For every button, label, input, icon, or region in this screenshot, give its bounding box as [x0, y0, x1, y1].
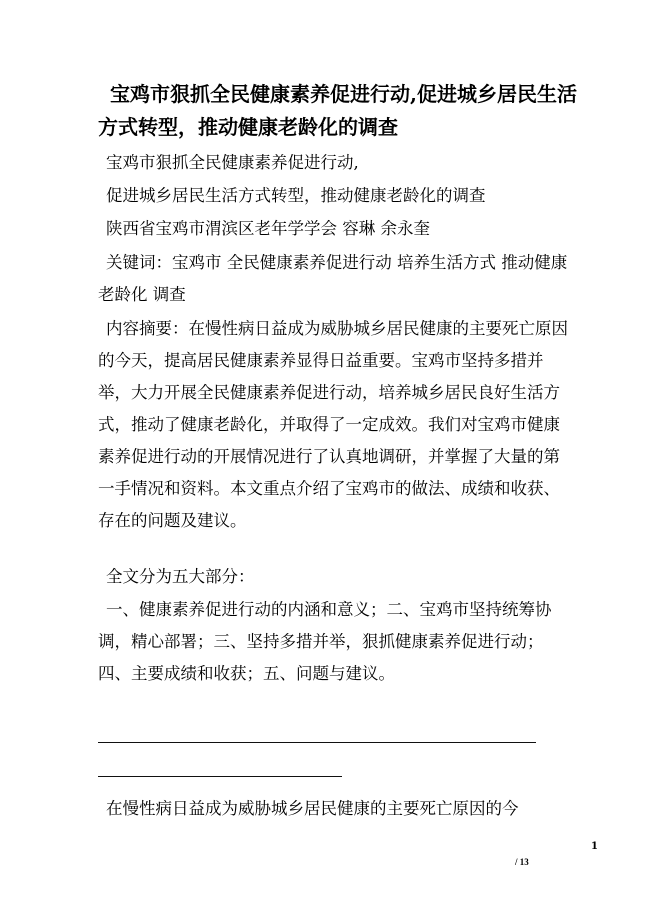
body-paragraph-start: 在慢性病日益成为威胁城乡居民健康的主要死亡原因的今: [106, 799, 519, 818]
page-number: 1: [591, 841, 598, 852]
structure-paragraph: 一、健康素养促进行动的内涵和意义；二、宝鸡市坚持统筹协调，精心部署；三、坚持多措并举，狠抓健康素养促进行动；四、主要成绩和收获；五、问题与建议。: [98, 600, 552, 683]
separator-line-short: [98, 776, 342, 777]
subtitle-line-1: 宝鸡市狠抓全民健康素养促进行动,: [106, 153, 359, 172]
structure-heading: 全文分为五大部分：: [106, 567, 255, 586]
abstract-paragraph: 内容摘要：在慢性病日益成为威胁城乡居民健康的主要死亡原因的今天，提高居民健康素养显得日益重要。宝鸡市坚持多措并举，大力开展全民健康素养促进行动，培养城乡居民良好生活方式，推动了健康老龄化，并取得了一定成效。我们对宝鸡市健康素养促进行动的开展情况进行了认真地调研，并掌握了大量的第一手情况和资料。本文重点介绍了宝鸡市的做法、成绩和收获、存在的问题及建议。: [98, 319, 568, 530]
subtitle-line-2: 促进城乡居民生活方式转型，推动健康老龄化的调查: [106, 186, 486, 205]
author-line: 陕西省宝鸡市渭滨区老年学学会 容琳 余永奎: [106, 219, 430, 238]
keywords-paragraph: 关键词：宝鸡市 全民健康素养促进行动 培养生活方式 推动健康老龄化 调查: [98, 253, 568, 304]
separator-line-long: [98, 742, 536, 743]
document-title: 宝鸡市狠抓全民健康素养促进行动,促进城乡居民生活方式转型，推动健康老龄化的调查: [98, 82, 577, 139]
page-total: / 13: [515, 857, 529, 867]
